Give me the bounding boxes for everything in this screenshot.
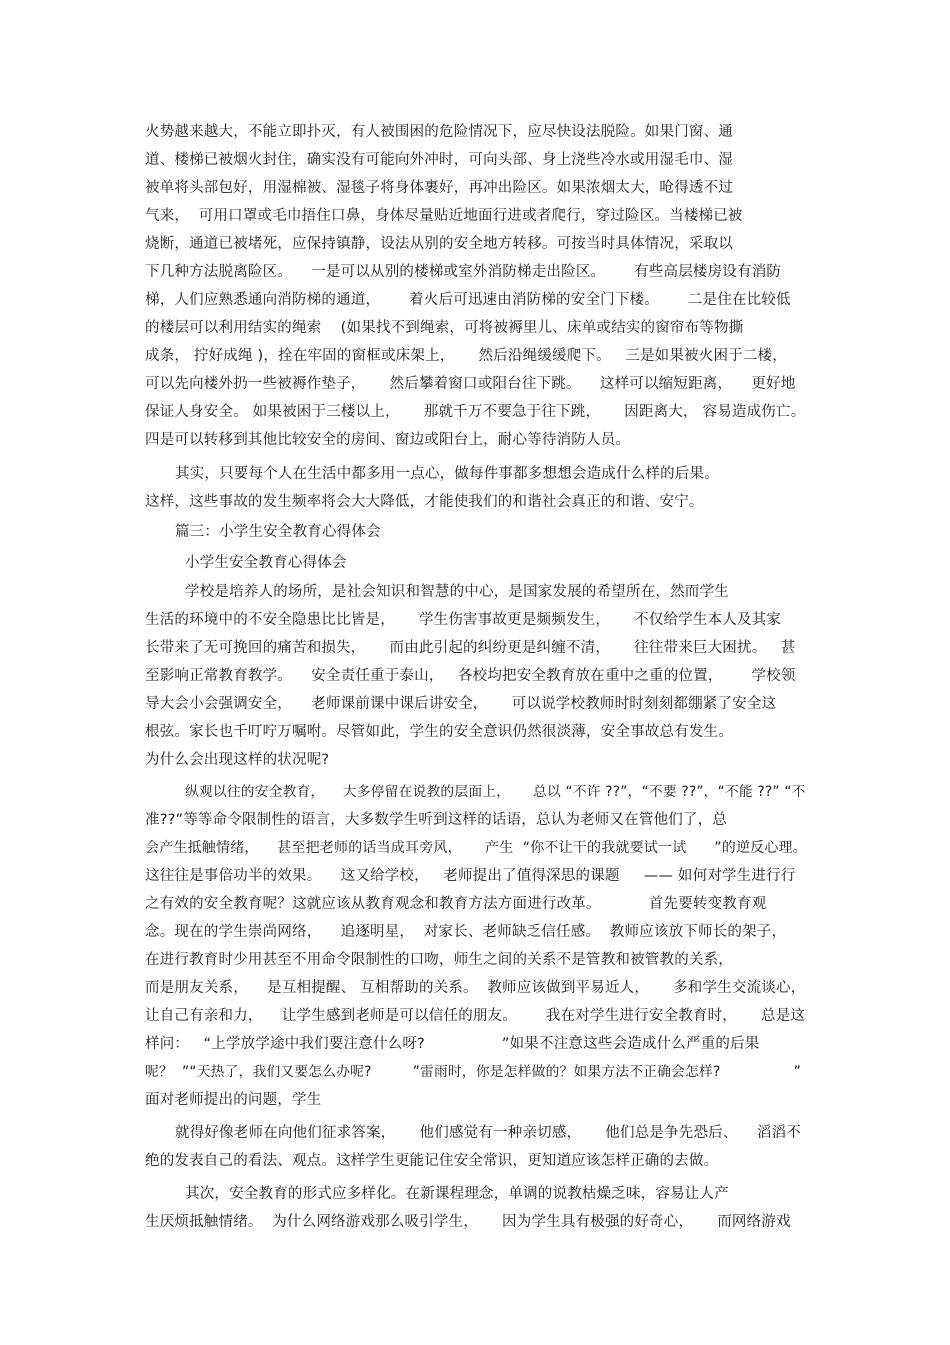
text-line: 呢？ ”“天热了，我们又要怎么办呢? ”雷雨时，你是怎样做的？如果方法不正确会怎样? ”: [145, 1064, 801, 1080]
text-line: 下几种方法脱离险区。 一是可以从别的楼梯或室外消防梯走出险区。 有些高层楼房设有消防: [145, 264, 782, 280]
text-line: 这往往是事倍功半的效果。 这又给学校， 老师提出了值得深思的课题 —— 如何对学生进行行: [145, 868, 796, 884]
text-line: 被单将头部包好，用湿棉被、湿毯子将身体裹好，再冲出险区。如果浓烟太大，呛得透不过: [145, 180, 733, 196]
text-line: 在进行教育时少用甚至不用命令限制性的口吻，师生之间的关系不是管教和被管教的关系，: [145, 952, 733, 968]
text-line: 至影响正常教育教学。 安全责任重于泰山， 各校均把安全教育放在重中之重的位置， 学校领: [145, 668, 796, 684]
article-title: 小学生安全教育心得体会: [185, 555, 347, 571]
text-line: 其次，安全教育的形式应多样化。在新课程理念，单调的说教枯燥乏味，容易让人产: [185, 1186, 729, 1202]
text-line: 火势越来越大，不能立即扑灭，有人被围困的危险情况下，应尽快设法脱险。如果门窗、通: [145, 124, 733, 140]
text-line: 而是朋友关系， 是互相提醒、 互相帮助的关系。 教师应该做到平易近人， 多和学生交流谈心，: [145, 980, 806, 996]
text-line: 这样，这些事故的发生频率将会大大降低，才能使我们的和谐社会真正的和谐、安宁。: [145, 494, 704, 510]
text-line: 样问： “上学放学途中我们要注意什么呀? ”如果不注意这些会造成什么严重的后果: [145, 1036, 760, 1052]
text-line: 保证人身安全。 如果被困于三楼以上， 那就千万不要急于往下跳， 因距离大， 容易造成伤亡。: [145, 404, 806, 420]
text-line: 其实，只要每个人在生活中都多用一点心，做每件事都多想想会造成什么样的后果。: [175, 466, 719, 482]
text-line: 梯，人们应熟悉通向消防梯的通道， 着火后可迅速由消防梯的安全门下楼。 二是住在比较低: [145, 292, 791, 308]
section-heading: 篇三：小学生安全教育心得体会: [175, 524, 381, 540]
text-line: 道、楼梯已被烟火封住，确实没有可能向外冲时，可向头部、身上浇些冷水或用湿毛巾、湿: [145, 152, 733, 168]
text-line: 纵观以往的安全教育， 大多停留在说教的层面上， 总以 “不许 ??”，“不要 ??”，“不能 ??” “不: [185, 784, 806, 800]
text-line: 四是可以转移到其他比较安全的房间、窗边或阳台上，耐心等待消防人员。: [145, 432, 631, 448]
text-line: 的楼层可以利用结实的绳索 (如果找不到绳索，可将被褥里儿、床单或结实的窗帘布等物撕: [145, 320, 744, 336]
text-line: 生厌烦抵触情绪。 为什么网络游戏那么吸引学生， 因为学生具有极强的好奇心， 而网络游戏: [145, 1214, 791, 1230]
text-line: 会产生抵触情绪， 甚至把老师的话当成耳旁风， 产生 “你不让干的我就要试一试 ”的逆反心理。: [145, 840, 807, 856]
text-line: 学校是培养人的场所，是社会知识和智慧的中心，是国家发展的希望所在，然而学生: [185, 584, 729, 600]
text-line: 就得好像老师在向他们征求答案， 他们感觉有一种亲切感， 他们总是争先恐后、 滔滔不: [175, 1125, 801, 1141]
text-line: 之有效的安全教育呢？这就应该从教育观念和教育方法方面进行改革。 首先要转变教育观: [145, 896, 767, 912]
text-line: 念。现在的学生崇尚网络， 追逐明星， 对家长、老师缺乏信任感。 教师应该放下师长的架子，: [145, 924, 787, 940]
text-line: 生活的环境中的不安全隐患比比皆是， 学生伤害事故更是频频发生， 不仅给学生本人及其家: [145, 612, 782, 628]
text-line: 长带来了无可挽回的痛苦和损失， 而由此引起的纠纷更是纠缠不清， 往往带来巨大困扰。 甚: [145, 640, 796, 656]
text-line: 根弦。家长也千叮咛万嘱咐。尽管如此，学生的安全意识仍然很淡薄，安全事故总有发生。: [145, 724, 733, 740]
text-line: 准??”等等命令限制性的语言，大多数学生听到这样的话语，总认为老师又在管他们了，总: [145, 812, 728, 828]
text-line: 绝的发表自己的看法、观点。这样学生更能记住安全常识，更知道应该怎样正确的去做。: [145, 1153, 719, 1169]
text-line: 可以先向楼外扔一些被褥作垫子， 然后攀着窗口或阳台往下跳。 这样可以缩短距离， 更好地: [145, 376, 796, 392]
text-line: 导大会小会强调安全， 老师课前课中课后讲安全， 可以说学校教师时时刻刻都绷紧了安全这: [145, 696, 777, 712]
text-line: 为什么会出现这样的状况呢?: [145, 752, 330, 768]
text-line: 面对老师提出的问题，学生: [145, 1092, 322, 1108]
text-line: 气来， 可用口罩或毛巾捂住口鼻，身体尽量贴近地面行进或者爬行，穿过险区。当楼梯已被: [145, 208, 743, 224]
text-line: 让自己有亲和力， 让学生感到老师是可以信任的朋友。 我在对学生进行安全教育时， 总是这: [145, 1008, 806, 1024]
text-line: 烧断，通道已被堵死，应保持镇静，设法从别的安全地方转移。可按当时具体情况，采取以: [145, 236, 733, 252]
text-line: 成条， 拧好成绳 )，拴在牢固的窗框或床架上， 然后沿绳缓缓爬下。 三是如果被火困于二楼，: [145, 348, 787, 364]
